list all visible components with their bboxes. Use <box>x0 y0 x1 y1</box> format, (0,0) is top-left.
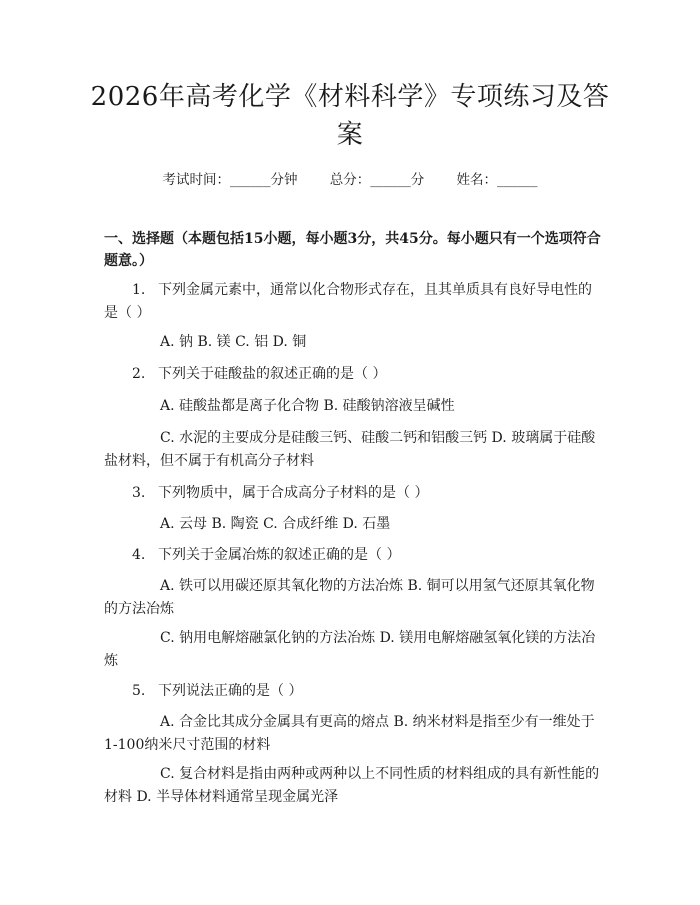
question-4-options-ab: A. 铁可以用碳还原其氧化物的方法冶炼 B. 铜可以用氢气还原其氧化物的方法冶炼 <box>104 578 595 617</box>
question-2-options-cd: C. 水泥的主要成分是硅酸三钙、硅酸二钙和铝酸三钙 D. 玻璃属于硅酸盐材料，但不属于有机高分子材料 <box>104 430 596 469</box>
question-text: 下列金属元素中，通常以化合物形式存在，且其单质具有良好导电性的是（ ） <box>104 282 592 321</box>
name-field: 姓名：______ <box>456 172 538 188</box>
question-5-options-ab: A. 合金比其成分金属具有更高的熔点 B. 纳米材料是指至少有一维处于1-100纳米尺寸范围的材料 <box>104 714 595 753</box>
question-number: 4. <box>132 547 146 563</box>
question-text: 下列物质中，属于合成高分子材料的是（ ） <box>158 485 429 501</box>
question-2-options-ab: A. 硅酸盐都是离子化合物 B. 硅酸钠溶液呈碱性 <box>160 398 455 414</box>
question-3-options: A. 云母 B. 陶瓷 C. 合成纤维 D. 石墨 <box>160 516 391 532</box>
section-heading: 一、选择题（本题包括15小题，每小题3分，共45分。每小题只有一个选项符合题意。） <box>104 231 601 269</box>
question-text: 下列关于硅酸盐的叙述正确的是（ ） <box>158 366 387 382</box>
question-text: 下列关于金属冶炼的叙述正确的是（ ） <box>158 547 401 563</box>
question-1-options: A. 钠 B. 镁 C. 铝 D. 铜 <box>160 334 307 350</box>
exam-meta <box>0 168 700 188</box>
question-4 <box>104 544 602 567</box>
total-score-field: 总分：______分 <box>329 172 425 188</box>
question-number: 1. <box>132 282 146 298</box>
question-2 <box>104 363 602 386</box>
question-3 <box>104 482 602 505</box>
question-4-options-cd: C. 钠用电解熔融氯化钠的方法冶炼 D. 镁用电解熔融氢氧化镁的方法冶炼 <box>104 630 596 669</box>
question-text: 下列说法正确的是（ ） <box>158 683 303 699</box>
question-1 <box>104 279 602 325</box>
exam-time-field: 考试时间：______分钟 <box>162 172 298 188</box>
page-title: 2026年高考化学《材料科学》专项练习及答案 <box>90 82 610 150</box>
question-number: 5. <box>132 683 146 699</box>
question-5 <box>104 680 602 703</box>
question-5-options-cd: C. 复合材料是指由两种或两种以上不同性质的材料组成的具有新性能的材料 D. 半导体材料通常呈现金属光泽 <box>104 766 600 805</box>
question-number: 2. <box>132 366 146 382</box>
question-number: 3. <box>132 485 146 501</box>
